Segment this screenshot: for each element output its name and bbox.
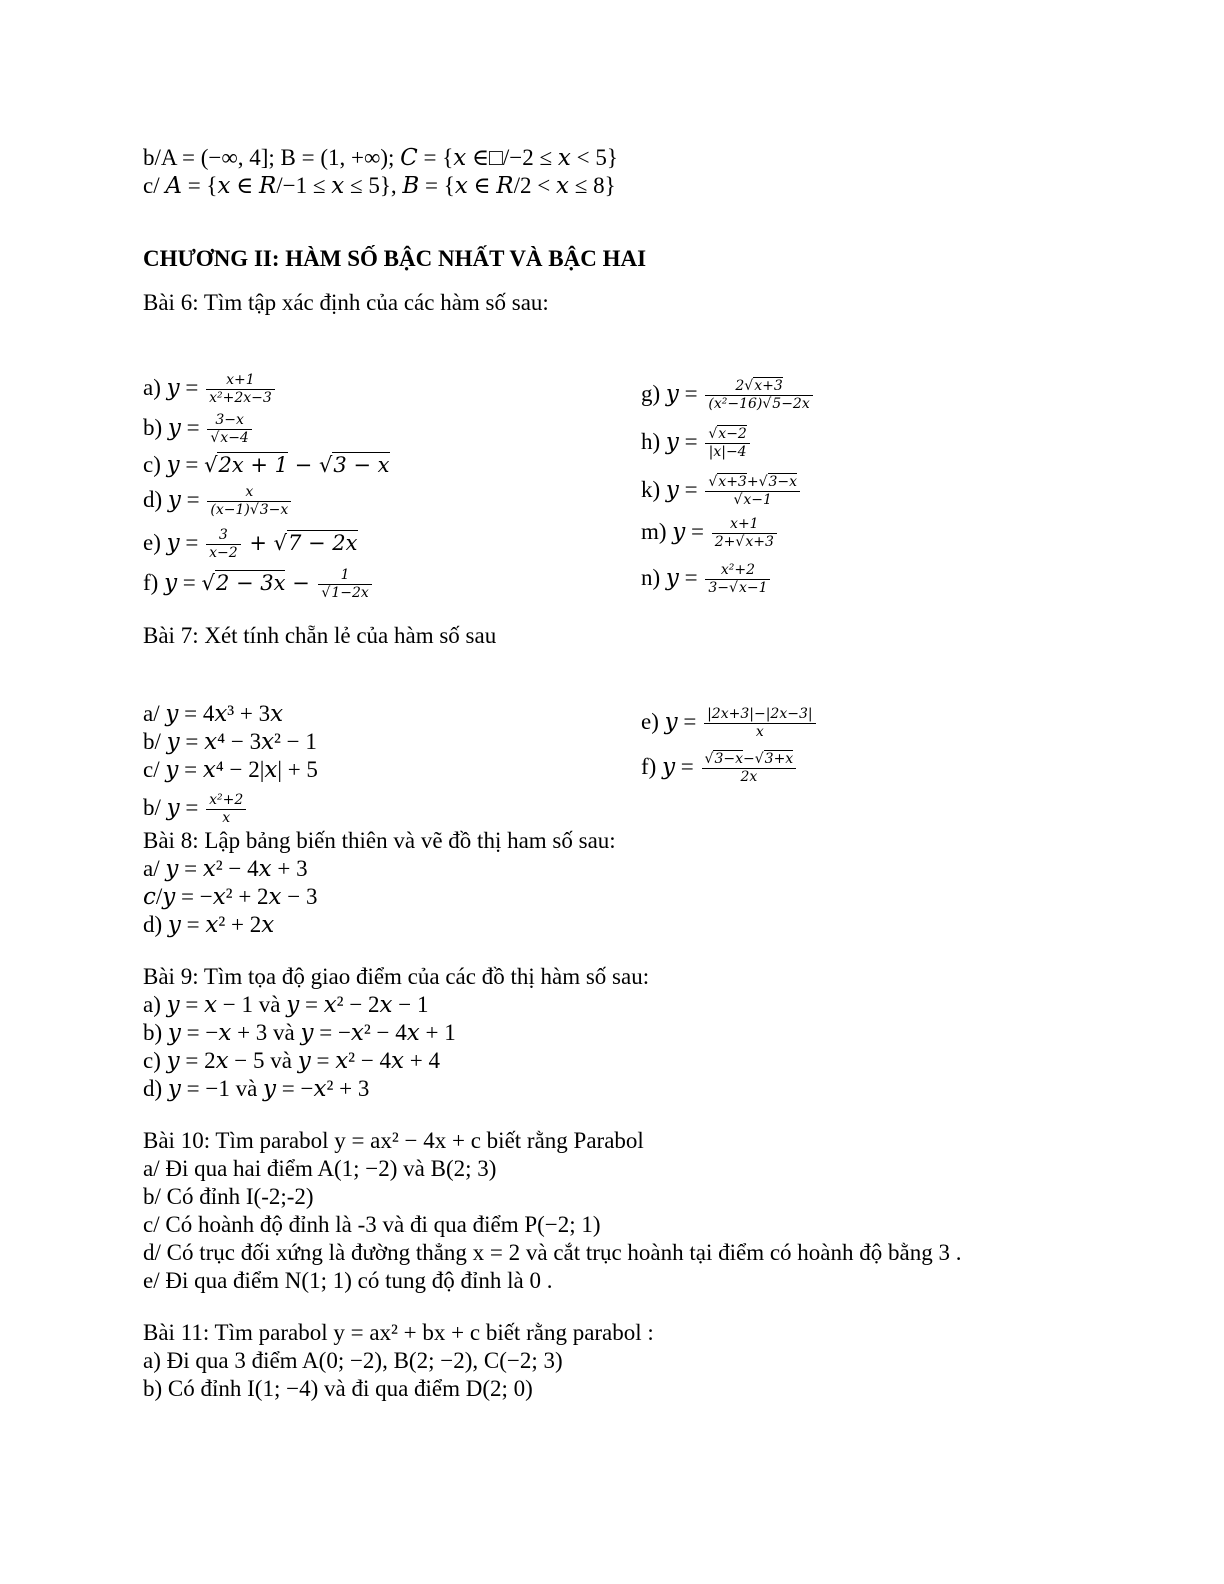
item-label: k) 𝑦 = <box>641 476 698 502</box>
item-label: h) 𝑦 = <box>641 428 698 454</box>
sqrt-icon: √ <box>249 502 259 518</box>
fraction-denominator: 𝑥 <box>755 724 764 740</box>
sqrt-icon: √ <box>273 530 287 555</box>
bai6-title: Bài 6: Tìm tập xác định của các hàm số sau: <box>143 290 549 315</box>
bai8-item: 𝑐/𝑦 = −𝑥² + 2𝑥 − 3 <box>143 884 318 909</box>
sqrt-icon: √ <box>201 570 215 595</box>
bai6-item-g <box>641 378 815 413</box>
bai10-title: Bài 10: Tìm parabol y = ax² − 4x + c biết rằng Parabol <box>143 1128 644 1153</box>
item-label: d) 𝑦 = <box>143 486 200 512</box>
fraction-denominator: (𝑥²−16)√5−2𝑥 <box>708 396 810 412</box>
fraction-denominator: 3−√𝑥−1 <box>708 580 768 596</box>
sqrt-icon: √ <box>210 430 220 446</box>
sqrt-icon: √ <box>729 580 738 596</box>
fraction-numerator: 3 <box>206 527 241 545</box>
bai11-item: b) Có đỉnh I(1; −4) và đi qua điểm D(2; 0) <box>143 1376 533 1401</box>
fraction-denominator: 𝑥−2 <box>209 545 238 561</box>
item-label: g) 𝑦 = <box>641 380 698 406</box>
bai10-item: a/ Đi qua hai điểm A(1; −2) và B(2; 3) <box>143 1156 497 1181</box>
bai6-item-c: c) 𝑦 = √2𝑥 + 1 − √3 − 𝑥 <box>143 452 390 477</box>
bai7-item-f <box>641 751 798 786</box>
sqrt-icon: √ <box>762 396 772 412</box>
bai9-item: c) 𝑦 = 2𝑥 − 5 và 𝑦 = 𝑥² − 4𝑥 + 4 <box>143 1048 440 1073</box>
item-label: a) 𝑦 = <box>143 374 199 400</box>
fraction-denominator: |𝑥|−4 <box>708 444 747 460</box>
sqrt-icon: √ <box>321 585 331 601</box>
bai6-item-k <box>641 474 802 509</box>
sqrt-icon: √ <box>708 474 718 490</box>
bai6-item-m <box>641 516 779 551</box>
fraction-numerator: √3−𝑥−√3+𝑥 <box>702 751 797 769</box>
fraction-numerator: 𝑥²+2 <box>705 562 770 580</box>
fraction-denominator: √1−2𝑥 <box>321 585 369 601</box>
bai9-item: a) 𝑦 = 𝑥 − 1 và 𝑦 = 𝑥² − 2𝑥 − 1 <box>143 992 429 1017</box>
fraction-denominator: (𝑥−1)√3−𝑥 <box>210 502 289 518</box>
bai6-item-f: f) 𝑦 = √2 − 3𝑥 − $\frac{1}{\text{√1−2𝑥}}$ <box>143 567 374 602</box>
bai11-title: Bài 11: Tìm parabol y = ax² + bx + c biết rằng parabol : <box>143 1320 654 1345</box>
item-label: e) 𝑦 = <box>641 708 697 734</box>
bai7-item-d <box>143 792 248 827</box>
fraction-denominator: √𝑥−4 <box>210 430 249 446</box>
fraction-numerator: 𝑥+1 <box>712 516 777 534</box>
fraction-denominator: 𝑥²+2𝑥−3 <box>209 390 272 406</box>
item-label: b) 𝑦 = <box>143 414 200 440</box>
sqrt-icon: √ <box>754 751 764 767</box>
bai10-item: d/ Có trục đối xứng là đường thẳng x = 2 và cắt trục hoành tại điểm có hoành độ bằng 3 . <box>143 1240 962 1265</box>
bai10-item: e/ Đi qua điểm N(1; 1) có tung độ đỉnh là 0 . <box>143 1268 553 1293</box>
item-label: f) 𝑦 = <box>143 569 202 595</box>
fraction-numerator: √𝑥+3+√3−𝑥 <box>705 474 800 492</box>
fraction-numerator: 1 <box>318 567 371 585</box>
sqrt-icon: √ <box>758 474 768 490</box>
bai9-title: Bài 9: Tìm tọa độ giao điểm của các đồ thị hàm số sau: <box>143 964 650 989</box>
sqrt-icon: √ <box>733 492 743 508</box>
bai7-item-b: b/ 𝑦 = 𝑥⁴ − 3𝑥² − 1 <box>143 729 317 754</box>
item-label: m) 𝑦 = <box>641 518 705 544</box>
set-line-c: c/ 𝐴 = {𝑥 ∈ 𝑅/−1 ≤ 𝑥 ≤ 5}, 𝐵 = {𝑥 ∈ 𝑅/2 < 𝑥 ≤ 8} <box>143 173 616 198</box>
set-line-b: b/A = (−∞, 4]; B = (1, +∞); 𝐶 = {𝑥 ∈□/−2 ≤ 𝑥 < 5} <box>143 145 618 170</box>
sqrt-icon: √ <box>704 751 714 767</box>
bai10-item: b/ Có đỉnh I(-2;-2) <box>143 1184 314 1209</box>
fraction-numerator: |2𝑥+3|−|2𝑥−3| <box>704 706 815 724</box>
bai7-title: Bài 7: Xét tính chẵn lẻ của hàm số sau <box>143 623 497 648</box>
bai11-item: a) Đi qua 3 điểm A(0; −2), B(2; −2), C(−2; 3) <box>143 1348 563 1373</box>
bai10-item: c/ Có hoành độ đỉnh là -3 và đi qua điểm P(−2; 1) <box>143 1212 601 1237</box>
fraction-numerator: 3−𝑥 <box>207 412 251 430</box>
fraction-numerator: 𝑥²+2 <box>206 792 246 810</box>
item-label: e) 𝑦 = <box>143 529 199 555</box>
fraction-denominator: 2+√𝑥+3 <box>714 534 774 550</box>
fraction-numerator: 2√𝑥+3 <box>705 378 812 396</box>
item-label: c) 𝑦 = <box>143 452 205 477</box>
fraction-denominator: 𝑥 <box>222 810 231 826</box>
bai6-item-h <box>641 426 752 461</box>
item-label: f) 𝑦 = <box>641 753 694 779</box>
fraction-denominator: √𝑥−1 <box>733 492 772 508</box>
bai6-item-a <box>143 372 277 407</box>
fraction-numerator: √𝑥−2 <box>705 426 749 444</box>
bai6-item-d <box>143 484 293 519</box>
bai8-item: a/ 𝑦 = 𝑥² − 4𝑥 + 3 <box>143 856 308 881</box>
sqrt-icon: √ <box>708 426 718 442</box>
bai8-item: d) 𝑦 = 𝑥² + 2𝑥 <box>143 912 275 937</box>
sqrt-icon: √ <box>204 453 218 477</box>
fraction-denominator: 2𝑥 <box>740 769 758 785</box>
bai9-item: d) 𝑦 = −1 và 𝑦 = −𝑥² + 3 <box>143 1076 370 1101</box>
chapter-title: CHƯƠNG II: HÀM SỐ BẬC NHẤT VÀ BẬC HAI <box>143 246 647 271</box>
item-label: n) 𝑦 = <box>641 564 698 590</box>
bai6-item-n <box>641 562 772 597</box>
bai8-title: Bài 8: Lập bảng biến thiên và vẽ đồ thị ham số sau: <box>143 828 616 853</box>
item-label: b/ 𝑦 = <box>143 794 199 820</box>
sqrt-icon: √ <box>735 534 745 550</box>
sqrt-icon: √ <box>318 453 333 477</box>
fraction-numerator: 𝑥+1 <box>206 372 275 390</box>
bai9-item: b) 𝑦 = −𝑥 + 3 và 𝑦 = −𝑥² − 4𝑥 + 1 <box>143 1020 456 1045</box>
sqrt-icon: √ <box>744 378 754 394</box>
bai6-item-b <box>143 412 254 447</box>
fraction-numerator: 𝑥 <box>207 484 291 502</box>
bai7-item-e <box>641 706 818 741</box>
bai7-item-c: c/ 𝑦 = 𝑥⁴ − 2|𝑥| + 5 <box>143 757 318 782</box>
bai6-item-e: e) 𝑦 = $\frac{3}{\text{𝑥−2}}$ + √7 − 2𝑥 <box>143 527 358 561</box>
bai7-item-a: a/ 𝑦 = 4𝑥³ + 3𝑥 <box>143 701 284 726</box>
